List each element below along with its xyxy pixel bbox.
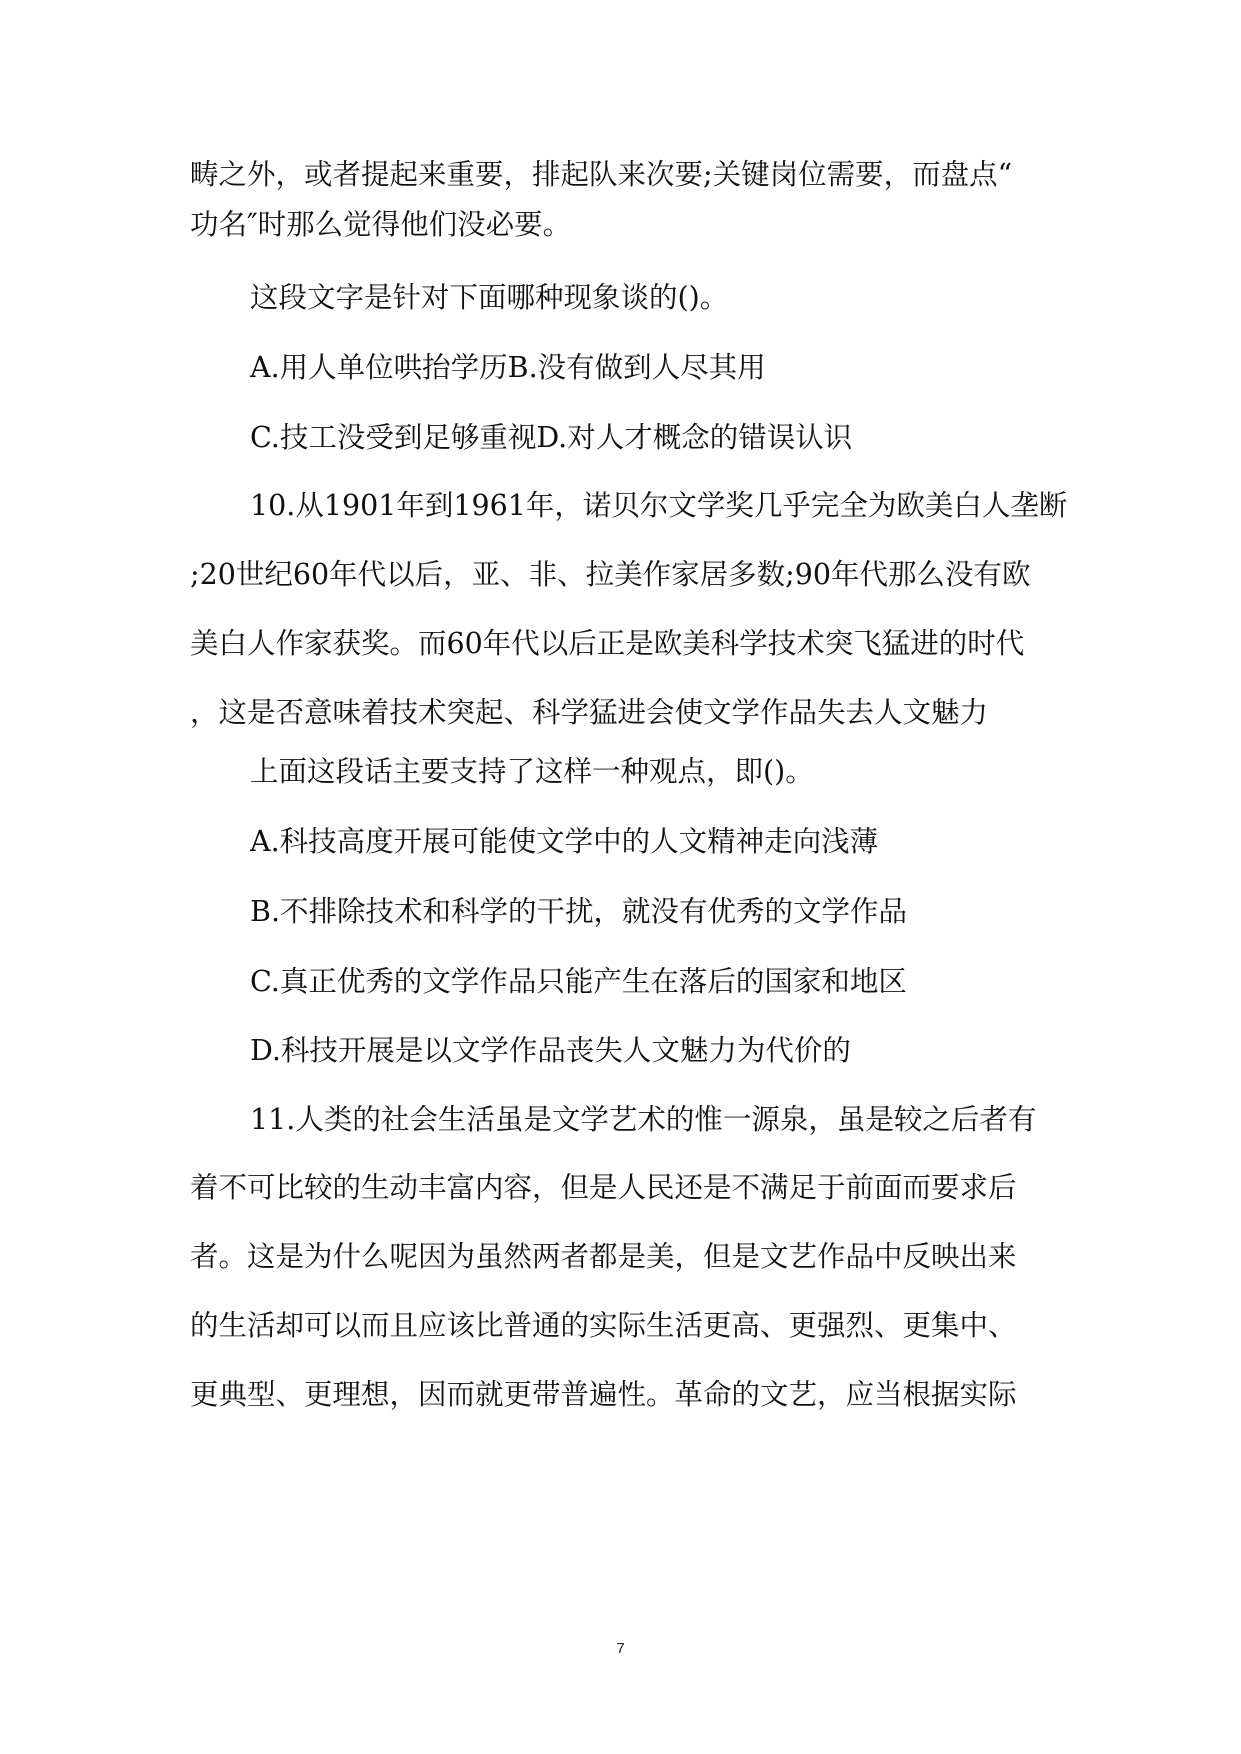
answer-options: A.用人单位哄抬学历B.没有做到人尽其用 — [250, 351, 766, 384]
text-line: 更典型、更理想，因而就更带普遍性。革命的文艺，应当根据实际 — [190, 1378, 1017, 1411]
answer-option-a: A.科技高度开展可能使文学中的人文精神走向浅薄 — [250, 825, 879, 858]
question-prompt: 上面这段话主要支持了这样一种观点，即()。 — [250, 755, 814, 788]
text-line: 的生活却可以而且应该比普通的实际生活更高、更强烈、更集中、 — [190, 1309, 1017, 1342]
page-number: 7 — [616, 1640, 625, 1657]
answer-options: C.技工没受到足够重视D.对人才概念的错误认识 — [250, 421, 853, 454]
answer-option-b: B.不排除技术和科学的干扰，就没有优秀的文学作品 — [250, 895, 908, 928]
text-line: 着不可比较的生动丰富内容，但是人民还是不满足于前面而要求后 — [190, 1171, 1017, 1204]
question-prompt: 这段文字是针对下面哪种现象谈的()。 — [250, 281, 729, 314]
answer-option-d: D.科技开展是以文学作品丧失人文魅力为代价的 — [250, 1034, 851, 1067]
text-line: 美白人作家获奖。而60年代以后正是欧美科学技术突飞猛进的时代 — [190, 627, 1025, 660]
text-line: 功名″时那么觉得他们没必要。 — [190, 208, 572, 241]
text-line: ;20世纪60年代以后，亚、非、拉美作家居多数;90年代那么没有欧 — [190, 558, 1031, 591]
question-text: 10.从1901年到1961年，诺贝尔文学奖几乎完全为欧美白人垄断 — [250, 489, 1068, 522]
question-text: 11.人类的社会生活虽是文学艺术的惟一源泉，虽是较之后者有 — [250, 1103, 1037, 1136]
text-line: 者。这是为什么呢因为虽然两者都是美，但是文艺作品中反映出来 — [190, 1240, 1017, 1273]
text-line: ，这是否意味着技术突起、科学猛进会使文学作品失去人文魅力 — [190, 696, 989, 729]
answer-option-c: C.真正优秀的文学作品只能产生在落后的国家和地区 — [250, 965, 907, 998]
text-line: 畴之外，或者提起来重要，排起队来次要;关键岗位需要，而盘点“ — [190, 158, 1013, 191]
